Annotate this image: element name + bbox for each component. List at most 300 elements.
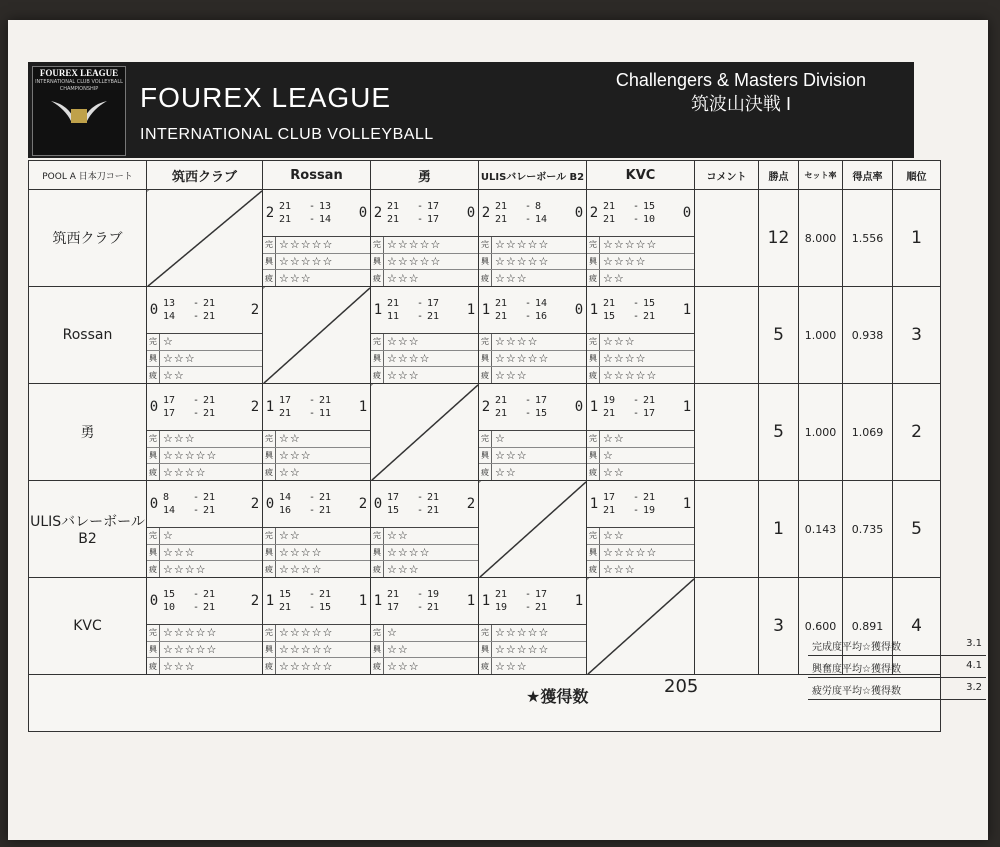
- match-cell: [479, 384, 587, 481]
- star-category-label: 疲: [587, 367, 600, 383]
- sets-lost: 2: [250, 593, 260, 609]
- star-rating: ☆☆☆☆☆: [603, 368, 658, 382]
- star-rating-row: [479, 351, 586, 368]
- star-category-label: 興: [263, 545, 276, 561]
- star-rating: ☆☆☆☆☆: [163, 643, 218, 656]
- star-category-label: 興: [479, 254, 492, 270]
- col-header: 筑西クラブ: [147, 161, 263, 190]
- points-header: 勝点: [759, 161, 799, 190]
- set-score: 21 - 19: [387, 589, 440, 600]
- set-rate-value: 0.143: [799, 481, 843, 578]
- star-rating-row: [479, 367, 586, 383]
- points-value: 5: [759, 384, 799, 481]
- star-rating-row: [263, 528, 370, 545]
- average-label: 興奮度平均☆獲得数: [812, 664, 901, 675]
- star-rating: ☆☆☆☆☆: [163, 449, 218, 462]
- star-rating-row: [479, 625, 586, 642]
- star-rating-row: [263, 270, 370, 286]
- star-rating: ☆☆: [495, 465, 517, 479]
- star-rating: ☆: [603, 449, 614, 462]
- sets-lost: 0: [682, 205, 692, 221]
- sets-won: 1: [481, 302, 491, 318]
- star-category-label: 疲: [147, 561, 160, 577]
- star-category-label: 完: [479, 431, 492, 447]
- star-rating: ☆☆☆: [495, 271, 528, 285]
- star-category-label: 興: [371, 545, 384, 561]
- sets-won: 1: [373, 593, 383, 609]
- star-rating: ☆☆☆: [163, 352, 196, 365]
- star-category-label: 疲: [263, 270, 276, 286]
- star-rating: ☆☆: [603, 465, 625, 479]
- match-cell: [263, 190, 371, 287]
- match-cell: [371, 481, 479, 578]
- star-category-label: 完: [263, 431, 276, 447]
- sets-won: 1: [265, 399, 275, 415]
- star-rating-row: [587, 431, 694, 448]
- star-rating-row: [587, 254, 694, 271]
- star-rating: ☆: [387, 626, 398, 640]
- star-rating-row: [263, 254, 370, 271]
- set-score: 17 - 21: [387, 492, 440, 503]
- match-cell: [587, 481, 695, 578]
- star-rating-row: [479, 237, 586, 254]
- sets-won: 1: [589, 399, 599, 415]
- logo-title: FOUREX LEAGUE: [39, 68, 119, 78]
- sets-lost: 2: [250, 399, 260, 415]
- set-score: 21 - 17: [495, 395, 548, 406]
- set-score: 21 - 15: [603, 201, 656, 212]
- rank-header: 順位: [893, 161, 941, 190]
- star-rating-row: [479, 334, 586, 351]
- sets-lost: 1: [358, 399, 368, 415]
- star-category-label: 興: [587, 545, 600, 561]
- star-rating-row: [263, 642, 370, 659]
- set-score: 17 - 21: [603, 492, 656, 503]
- set-score: 19 - 21: [603, 395, 656, 406]
- team-name: 筑西クラブ: [29, 190, 147, 287]
- star-category-label: 疲: [147, 367, 160, 383]
- star-category-label: 完: [263, 625, 276, 641]
- star-rating-row: [479, 448, 586, 465]
- star-category-label: 疲: [263, 658, 276, 674]
- total-stars-value: 205: [664, 676, 699, 697]
- page-title: FOUREX LEAGUE: [140, 82, 392, 113]
- star-rating-row: [147, 545, 262, 562]
- comment-cell: [695, 481, 759, 578]
- star-rating: ☆☆☆☆☆: [495, 643, 550, 656]
- star-category-label: 疲: [147, 464, 160, 480]
- sets-won: 0: [149, 496, 159, 512]
- star-category-label: 完: [587, 334, 600, 350]
- star-rating: ☆☆☆☆: [495, 335, 539, 349]
- star-rating-row: [147, 367, 262, 383]
- bottom-blank: [29, 675, 941, 732]
- star-rating-row: [147, 351, 262, 368]
- diagonal-cell: [147, 190, 263, 287]
- match-cell: [147, 287, 263, 384]
- set-score: 11 - 21: [387, 311, 440, 322]
- points-value: 5: [759, 287, 799, 384]
- star-rating-row: [147, 448, 262, 465]
- star-rating-row: [263, 448, 370, 465]
- diagonal-cell: [263, 287, 371, 384]
- set-score: 21 - 8: [495, 201, 542, 212]
- star-rating-row: [371, 270, 478, 286]
- rank-value: 5: [893, 481, 941, 578]
- star-rating-row: [147, 561, 262, 577]
- comment-cell: [695, 287, 759, 384]
- star-rating: ☆☆☆☆☆: [387, 255, 442, 268]
- star-category-label: 興: [479, 351, 492, 367]
- star-category-label: 興: [263, 642, 276, 658]
- average-row: [808, 680, 986, 700]
- sets-won: 2: [265, 205, 275, 221]
- star-category-label: 完: [479, 625, 492, 641]
- star-rating-row: [587, 448, 694, 465]
- star-category-label: 完: [147, 334, 160, 350]
- star-rating: ☆☆☆☆: [387, 352, 431, 365]
- star-rating: ☆☆☆☆☆: [279, 643, 334, 656]
- star-rating: ☆☆☆: [279, 449, 312, 462]
- set-rate-value: 1.000: [799, 384, 843, 481]
- star-category-label: 興: [147, 351, 160, 367]
- star-category-label: 疲: [371, 658, 384, 674]
- match-cell: [263, 481, 371, 578]
- points-value: 3: [759, 578, 799, 675]
- sets-lost: 1: [682, 496, 692, 512]
- star-rating: ☆☆☆: [387, 335, 420, 349]
- team-name: 勇: [29, 384, 147, 481]
- star-category-label: 完: [147, 625, 160, 641]
- match-cell: [371, 287, 479, 384]
- set-rate-header: セット率: [799, 161, 843, 190]
- sets-won: 0: [265, 496, 275, 512]
- sets-won: 0: [149, 399, 159, 415]
- star-rating: ☆☆: [387, 529, 409, 543]
- set-score: 21 - 14: [495, 214, 548, 225]
- star-category-label: 完: [371, 334, 384, 350]
- comment-cell: [695, 384, 759, 481]
- star-rating: ☆☆☆☆☆: [387, 238, 442, 252]
- set-score: 14 - 21: [163, 505, 216, 516]
- star-category-label: 興: [147, 448, 160, 464]
- star-category-label: 完: [587, 528, 600, 544]
- star-rating-row: [371, 334, 478, 351]
- bottom-row: [29, 675, 941, 732]
- event-name: 筑波山決戦 I: [690, 94, 791, 114]
- star-category-label: 疲: [479, 270, 492, 286]
- average-label: 疲労度平均☆獲得数: [812, 686, 901, 697]
- star-rating: ☆☆☆: [387, 368, 420, 382]
- team-row: [29, 287, 941, 384]
- comment-header: コメント: [695, 161, 759, 190]
- star-category-label: 疲: [371, 561, 384, 577]
- star-rating-row: [263, 658, 370, 674]
- set-score: 21 - 11: [279, 408, 332, 419]
- star-rating-row: [587, 351, 694, 368]
- star-category-label: 興: [371, 254, 384, 270]
- set-score: 17 - 21: [163, 408, 216, 419]
- star-category-label: 興: [479, 448, 492, 464]
- average-value: 4.1: [966, 660, 982, 671]
- star-rating: ☆: [495, 432, 506, 446]
- star-rating-row: [263, 431, 370, 448]
- star-category-label: 興: [587, 254, 600, 270]
- match-cell: [147, 578, 263, 675]
- star-category-label: 完: [371, 528, 384, 544]
- rank-value: 3: [893, 287, 941, 384]
- average-value: 3.2: [966, 682, 982, 693]
- team-name: KVC: [29, 578, 147, 675]
- star-category-label: 疲: [263, 561, 276, 577]
- set-rate-value: 1.000: [799, 287, 843, 384]
- sets-lost: 0: [574, 205, 584, 221]
- star-category-label: 疲: [479, 658, 492, 674]
- star-rating-row: [587, 528, 694, 545]
- star-rating-row: [587, 464, 694, 480]
- star-rating-row: [263, 237, 370, 254]
- sets-won: 2: [481, 205, 491, 221]
- star-category-label: 完: [371, 237, 384, 253]
- star-rating: ☆☆☆: [387, 659, 420, 673]
- star-category-label: 完: [147, 431, 160, 447]
- star-rating-row: [263, 625, 370, 642]
- star-rating: ☆☆☆☆: [603, 352, 647, 365]
- sets-won: 1: [481, 593, 491, 609]
- star-rating: ☆☆☆: [163, 659, 196, 673]
- star-rating-row: [371, 367, 478, 383]
- star-rating: ☆☆: [279, 529, 301, 543]
- star-rating-row: [147, 334, 262, 351]
- star-rating-row: [147, 528, 262, 545]
- match-cell: [479, 578, 587, 675]
- star-rating-row: [587, 270, 694, 286]
- results-table: [28, 160, 941, 732]
- sets-won: 2: [481, 399, 491, 415]
- points-value: 1: [759, 481, 799, 578]
- star-rating: ☆☆☆: [163, 546, 196, 559]
- set-score: 21 - 17: [387, 201, 440, 212]
- star-rating-row: [371, 254, 478, 271]
- star-category-label: 完: [263, 237, 276, 253]
- star-rating: ☆☆☆☆: [163, 562, 207, 576]
- sets-won: 0: [149, 593, 159, 609]
- set-score: 14 - 21: [163, 311, 216, 322]
- star-category-label: 完: [479, 334, 492, 350]
- total-stars-label: ★獲得数: [526, 687, 589, 706]
- diagonal-cell: [371, 384, 479, 481]
- match-cell: [371, 578, 479, 675]
- set-score: 21 - 14: [279, 214, 332, 225]
- star-category-label: 興: [371, 642, 384, 658]
- star-rating-row: [371, 561, 478, 577]
- page-subtitle: INTERNATIONAL CLUB VOLLEYBALL: [140, 126, 434, 143]
- star-rating: ☆☆: [279, 465, 301, 479]
- set-score: 21 - 17: [495, 589, 548, 600]
- star-category-label: 興: [587, 351, 600, 367]
- rank-value: 4: [893, 578, 941, 675]
- sets-won: 0: [149, 302, 159, 318]
- star-rating: ☆☆: [387, 643, 409, 656]
- league-logo: [32, 66, 126, 156]
- star-rating: ☆☆☆: [387, 271, 420, 285]
- sets-lost: 2: [466, 496, 476, 512]
- star-rating-row: [371, 351, 478, 368]
- average-row: [808, 658, 986, 678]
- match-cell: [587, 190, 695, 287]
- star-category-label: 興: [479, 642, 492, 658]
- set-score: 17 - 21: [279, 395, 332, 406]
- pool-label: POOL A 日本刀コート: [29, 161, 147, 190]
- star-category-label: 疲: [479, 464, 492, 480]
- star-rating: ☆☆☆: [603, 335, 636, 349]
- sets-won: 1: [373, 302, 383, 318]
- star-rating: ☆☆☆: [495, 449, 528, 462]
- star-category-label: 興: [371, 351, 384, 367]
- header-banner: [28, 62, 914, 158]
- star-rating-row: [147, 625, 262, 642]
- sets-lost: 2: [358, 496, 368, 512]
- match-cell: [479, 287, 587, 384]
- score-rate-value: 1.556: [843, 190, 893, 287]
- set-score: 19 - 21: [495, 602, 548, 613]
- match-cell: [147, 384, 263, 481]
- star-rating: ☆☆☆☆☆: [603, 546, 658, 559]
- star-category-label: 完: [587, 431, 600, 447]
- diagonal-cell: [587, 578, 695, 675]
- star-rating-row: [371, 658, 478, 674]
- star-category-label: 完: [371, 625, 384, 641]
- star-rating: ☆☆☆☆☆: [495, 352, 550, 365]
- sets-won: 0: [373, 496, 383, 512]
- star-category-label: 興: [147, 545, 160, 561]
- col-header: 勇: [371, 161, 479, 190]
- sets-lost: 1: [682, 302, 692, 318]
- match-cell: [147, 481, 263, 578]
- star-rating-row: [371, 237, 478, 254]
- star-rating-row: [263, 561, 370, 577]
- star-rating: ☆☆☆☆: [279, 562, 323, 576]
- division-info: [616, 68, 866, 116]
- star-rating: ☆☆☆: [163, 432, 196, 446]
- col-header: Rossan: [263, 161, 371, 190]
- star-category-label: 興: [263, 254, 276, 270]
- star-rating-row: [371, 642, 478, 659]
- sets-won: 2: [589, 205, 599, 221]
- star-rating: ☆☆: [163, 368, 185, 382]
- star-category-label: 完: [587, 237, 600, 253]
- star-rating-row: [587, 545, 694, 562]
- set-score: 21 - 15: [279, 602, 332, 613]
- sets-lost: 1: [358, 593, 368, 609]
- star-rating: ☆☆☆☆☆: [495, 626, 550, 640]
- star-rating: ☆☆: [603, 432, 625, 446]
- star-rating: ☆☆☆☆☆: [279, 626, 334, 640]
- team-row: [29, 384, 941, 481]
- sets-won: 1: [265, 593, 275, 609]
- star-rating-row: [371, 545, 478, 562]
- star-rating: ☆☆☆☆☆: [279, 238, 334, 252]
- star-rating: ☆☆☆☆☆: [163, 626, 218, 640]
- star-rating: ☆☆☆: [279, 271, 312, 285]
- score-rate-value: 0.938: [843, 287, 893, 384]
- header-row: [29, 161, 941, 190]
- star-rating-row: [479, 254, 586, 271]
- star-category-label: 完: [263, 528, 276, 544]
- col-header: ULISバレーボール B2: [479, 161, 587, 190]
- set-score: 17 - 21: [163, 395, 216, 406]
- set-score: 8 - 21: [163, 492, 216, 503]
- sets-lost: 1: [466, 593, 476, 609]
- wings-emblem-icon: [49, 97, 109, 127]
- col-header: KVC: [587, 161, 695, 190]
- score-rate-value: 1.069: [843, 384, 893, 481]
- star-category-label: 疲: [263, 464, 276, 480]
- team-name: Rossan: [29, 287, 147, 384]
- star-rating-row: [371, 625, 478, 642]
- team-row: [29, 481, 941, 578]
- comment-cell: [695, 190, 759, 287]
- team-row: [29, 190, 941, 287]
- star-rating: ☆☆☆☆: [387, 546, 431, 559]
- set-score: 21 - 17: [387, 214, 440, 225]
- match-cell: [263, 578, 371, 675]
- star-category-label: 疲: [587, 270, 600, 286]
- sets-lost: 0: [466, 205, 476, 221]
- star-rating-row: [371, 528, 478, 545]
- sets-lost: 0: [574, 399, 584, 415]
- set-score: 21 - 19: [603, 505, 656, 516]
- sets-won: 1: [589, 302, 599, 318]
- set-score: 21 - 15: [495, 408, 548, 419]
- star-rating-row: [479, 431, 586, 448]
- set-score: 15 - 21: [603, 311, 656, 322]
- star-category-label: 興: [263, 448, 276, 464]
- logo-subtitle: INTERNATIONAL CLUB VOLLEYBALL CHAMPIONSHIP: [35, 79, 123, 92]
- star-category-label: 疲: [587, 561, 600, 577]
- average-value: 3.1: [966, 638, 982, 649]
- set-score: 15 - 21: [163, 589, 216, 600]
- star-rating-row: [263, 464, 370, 480]
- sets-lost: 0: [358, 205, 368, 221]
- sets-lost: 1: [574, 593, 584, 609]
- set-score: 21 - 16: [495, 311, 548, 322]
- star-category-label: 興: [587, 448, 600, 464]
- star-category-label: 完: [479, 237, 492, 253]
- sets-won: 2: [373, 205, 383, 221]
- set-score: 21 - 13: [279, 201, 332, 212]
- set-score: 17 - 21: [387, 602, 440, 613]
- star-rating: ☆☆☆: [495, 659, 528, 673]
- sets-lost: 1: [682, 399, 692, 415]
- division-name: Challengers & Masters Division: [615, 70, 866, 90]
- star-rating: ☆☆: [603, 529, 625, 543]
- team-name: ULISバレーボール B2: [29, 481, 147, 578]
- star-rating-row: [147, 431, 262, 448]
- star-rating-row: [479, 642, 586, 659]
- star-rating-row: [587, 237, 694, 254]
- star-rating: ☆☆: [603, 271, 625, 285]
- points-value: 12: [759, 190, 799, 287]
- star-rating: ☆☆☆: [495, 368, 528, 382]
- set-score: 15 - 21: [279, 589, 332, 600]
- star-rating-row: [479, 658, 586, 674]
- average-label: 完成度平均☆獲得数: [812, 642, 901, 653]
- star-rating-row: [147, 658, 262, 674]
- star-category-label: 疲: [479, 367, 492, 383]
- match-cell: [587, 384, 695, 481]
- match-cell: [479, 190, 587, 287]
